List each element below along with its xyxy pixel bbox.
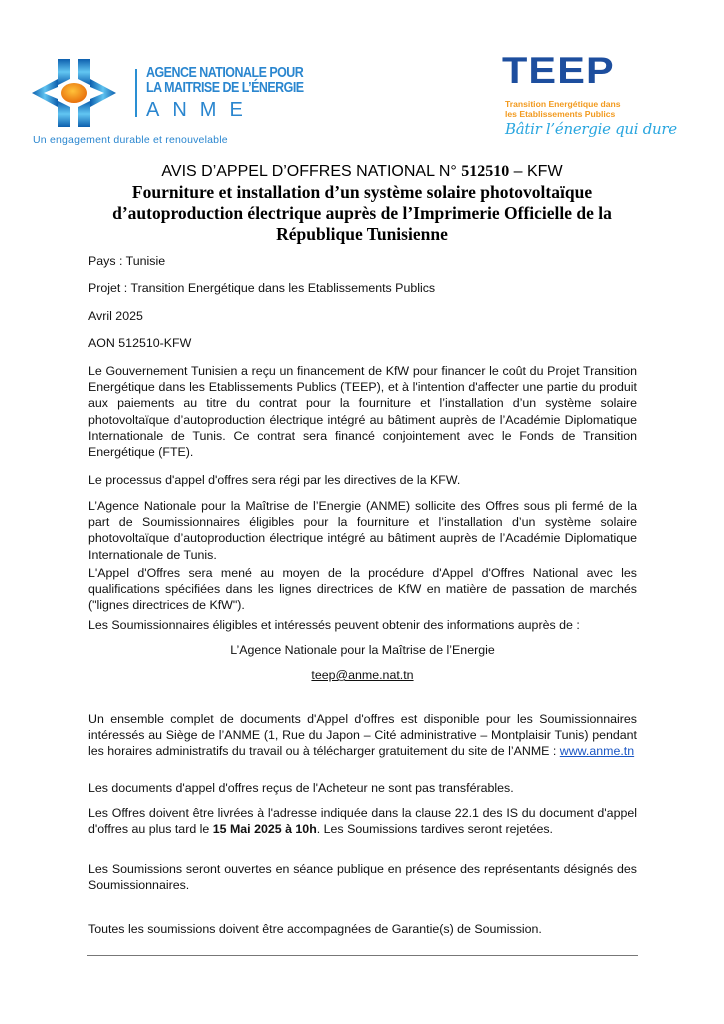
contact-organization: L’Agence Nationale pour la Maîtrise de l’Energie bbox=[230, 643, 495, 657]
contact-email-link[interactable]: teep@anme.nat.tn bbox=[311, 668, 414, 682]
paragraph-garantie: Toutes les soumissions doivent être accompagnées de Garantie(s) de Soumission. bbox=[88, 922, 542, 936]
paragraph-documents bbox=[88, 711, 637, 760]
anme-name-line2: LA MAITRISE DE L’ÉNERGIE bbox=[146, 80, 304, 96]
meta-project: Projet : Transition Energétique dans les Etablissements Publics bbox=[88, 281, 436, 295]
notice-title bbox=[60, 162, 664, 245]
notice-number: 512510 bbox=[461, 163, 510, 180]
paragraph-non-transferables: Les documents d'appel d'offres reçus de l'Acheteur ne sont pas transférables. bbox=[88, 781, 514, 795]
notice-subtitle-line3: République Tunisienne bbox=[276, 224, 448, 244]
footer-divider bbox=[87, 955, 638, 956]
meta-reference: AON 512510-KFW bbox=[88, 336, 192, 350]
anme-acronym: ANME bbox=[146, 99, 256, 121]
anme-logo bbox=[28, 55, 304, 150]
paragraph-sollicitation: L’Agence Nationale pour la Maîtrise de l’Energie (ANME) sollicite des Offres sous pli fermé de la part de Soumissionnaires éligibles pour la fourniture et l’installation d’un système solaire photovoltaïque d’autoproduction électrique intégré au bâtiment auprès de l’Académie Diplomatique Internationale de Tunis. bbox=[88, 499, 637, 562]
meta-date: Avril 2025 bbox=[88, 309, 143, 323]
teep-wordmark: TEEP bbox=[502, 50, 615, 91]
notice-heading-prefix: AVIS D’APPEL D’OFFRES NATIONAL N° bbox=[161, 163, 462, 180]
paragraph-processus: Le processus d'appel d'offres sera régi par les directives de la KFW. bbox=[88, 473, 461, 487]
anme-divider bbox=[135, 69, 137, 117]
notice-subtitle-line1: Fourniture et installation d’un système solaire photovoltaïque bbox=[131, 182, 593, 202]
teep-slogan: Bâtir l’énergie qui dure bbox=[505, 120, 677, 138]
paragraph-procedure: L'Appel d'Offres sera mené au moyen de la procédure d'Appel d'Offres National avec les qualifications spécifiées dans les lignes directrices de KfW en matière de passation de marchés ("lignes directrices de KfW"). bbox=[88, 566, 637, 613]
notice-heading bbox=[60, 162, 664, 182]
teep-subtitle-line1: Transition Energétique dans bbox=[505, 99, 621, 109]
teep-logo bbox=[497, 50, 677, 140]
paragraph-livraison bbox=[88, 805, 637, 837]
contact-email-line bbox=[88, 667, 637, 683]
anme-emblem-icon bbox=[28, 57, 120, 129]
notice-heading-suffix: – KFW bbox=[509, 163, 563, 180]
livraison-deadline: 15 Mai 2025 à 10h bbox=[212, 822, 317, 837]
anme-tagline: Un engagement durable et renouvelable bbox=[33, 134, 228, 146]
livraison-text-before: Les Offres doivent être livrées à l'adresse indiquée dans la clause 22.1 des IS du document d'appel d'offres au plus tard le bbox=[88, 806, 637, 837]
livraison-text-after: . Les Soumissions tardives seront rejetées. bbox=[316, 822, 553, 837]
notice-subtitle-line2: d’autoproduction électrique auprès de l’Imprimerie Officielle de la bbox=[112, 203, 612, 223]
paragraph-financement: Le Gouvernement Tunisien a reçu un financement de KfW pour financer le coût du Projet Transition Energétique dans les Etablissements Publics (TEEP), et à l'intention d'affecter une partie du produit aux paiements au titre du contrat pour la fourniture et l’installation d’un système solaire photovoltaïque d’autoproduction électrique intégré au bâtiment auprès de l’Académie Diplomatique Internationale de Tunis. Ce contrat sera financé conjointement avec le Fonds de Transition Energétique (FTE). bbox=[88, 364, 637, 460]
paragraph-informations: Les Soumissionnaires éligibles et intéressés peuvent obtenir des informations auprès de : bbox=[88, 618, 580, 632]
paragraph-documents-text: Un ensemble complet de documents d'Appel d'offres est disponible pour les Soumissionnaires intéressés au Siège de l’ANME (1, Rue du Japon – Cité administrative – Montplaisir Tunis) pendant les horaires administratifs du travail ou à télécharger gratuitement du site de l’ANME : bbox=[88, 712, 637, 759]
anme-name-line1: AGENCE NATIONALE POUR bbox=[146, 65, 304, 81]
paragraph-ouverture: Les Soumissions seront ouvertes en séance publique en présence des représentants désignés des Soumissionnaires. bbox=[88, 862, 637, 893]
teep-subtitle-line2: les Etablissements Publics bbox=[505, 109, 616, 119]
website-link[interactable]: www.anme.tn bbox=[559, 744, 635, 759]
anme-name bbox=[146, 66, 304, 96]
meta-country: Pays : Tunisie bbox=[88, 254, 166, 268]
teep-subtitle bbox=[505, 99, 621, 119]
